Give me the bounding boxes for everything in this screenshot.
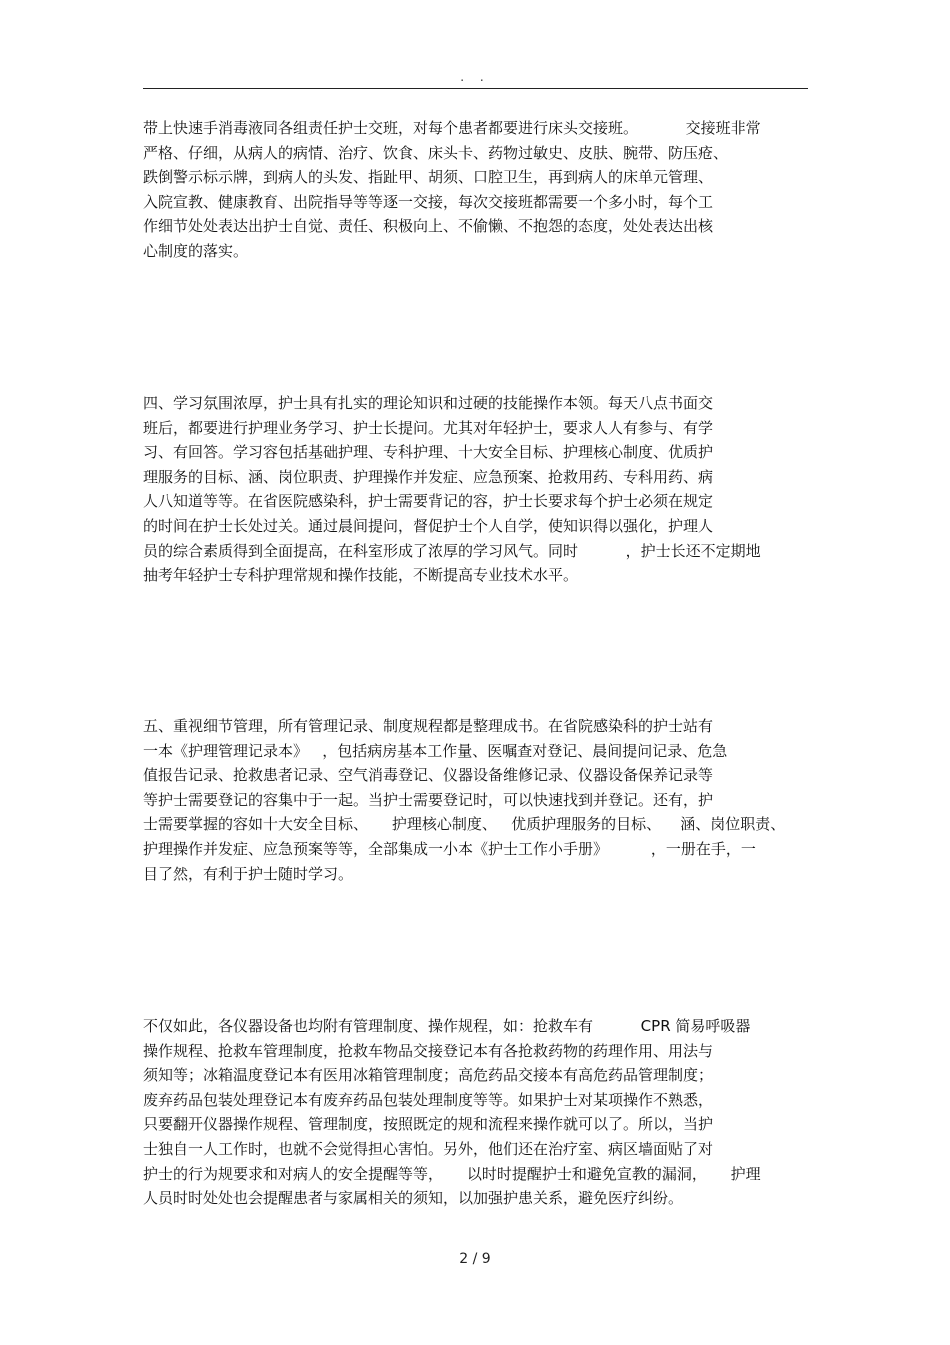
text-line: 士独自一人工作时，也就不会觉得担心害怕。另外，他们还在治疗室、病区墙面贴了对 <box>143 1139 714 1158</box>
text-line: 护士的行为规要求和对病人的安全提醒等等， 以时时提醒护士和避免宣教的漏洞， 护理 <box>143 1164 761 1183</box>
paragraph-learning <box>143 391 813 588</box>
text-line: 入院宣教、健康教育、出院指导等等逐一交接，每次交接班都需要一个多小时，每个工 <box>143 192 714 211</box>
text-line: 理服务的目标、涵、岗位职责、护理操作并发症、应急预案、抢救用药、专科用药、病 <box>143 467 714 486</box>
text-line: 废弃药品包装处理登记本有废弃药品包装处理制度等等。如果护士对某项操作不熟悉， <box>143 1090 714 1109</box>
text-line: 的时间在护士长处过关。通过晨间提问，督促护士个人自学，使知识得以强化，护理人 <box>143 516 714 535</box>
text-line: 人员时时处处也会提醒患者与家属相关的须知，以加强护患关系，避免医疗纠纷。 <box>143 1189 684 1208</box>
text-line: 只要翻开仪器操作规程、管理制度，按照既定的规和流程来操作就可以了。所以，当护 <box>143 1115 714 1134</box>
text-line: 等护士需要登记的容集中于一起。当护士需要登记时，可以快速找到并登记。还有，护 <box>143 790 714 809</box>
text-line: 目了然，有利于护士随时学习。 <box>143 864 354 883</box>
text-line: 人八知道等等。在省医院感染科，护士需要背记的容，护士长要求每个护士必须在规定 <box>143 492 714 511</box>
text-line: 抽考年轻护士专科护理常规和操作技能，不断提高专业技术水平。 <box>143 566 579 585</box>
text-line: 须知等；冰箱温度登记本有医用冰箱管理制度；高危药品交接本有高危药品管理制度； <box>143 1066 714 1085</box>
text-line: 带上快速手消毒液同各组责任护士交班，对每个患者都要进行床头交接班。 交接班非常 <box>143 119 761 137</box>
text-line: 四、学习氛围浓厚，护士具有扎实的理论知识和过硬的技能操作本领。每天八点书面交 <box>143 394 714 412</box>
text-line: 作细节处处表达出护士自觉、责任、积极向上、不偷懒、不抱怨的态度，处处表达出核 <box>143 217 714 236</box>
header-rule <box>143 88 808 89</box>
text-line: 跌倒警示标示牌，到病人的头发、指趾甲、胡须、口腔卫生，再到病人的床单元管理、 <box>143 168 714 187</box>
text-line: 士需要掌握的容如十大安全目标、 护理核心制度、 优质护理服务的目标、 涵、岗位职责、 <box>143 815 786 834</box>
text-line: 护理操作并发症、应急预案等等，全部集成一小本《护士工作小手册》 ，一册在手，一 <box>143 839 756 858</box>
text-line: 一本《护理管理记录本》 ，包括病房基本工作量、医嘱查对登记、晨间提问记录、危急 <box>143 741 728 760</box>
paragraph-equipment <box>143 1014 813 1211</box>
text-line: 员的综合素质得到全面提高，在科室形成了浓厚的学习风气。同时 ，护士长还不定期地 <box>143 541 761 560</box>
text-line: 习、有回答。学习容包括基础护理、专科护理、十大安全目标、护理核心制度、优质护 <box>143 443 714 462</box>
page-indicator: 2 / 9 <box>459 1251 491 1267</box>
header-dots: . . <box>460 70 490 84</box>
text-line: 不仅如此，各仪器设备也均附有管理制度、操作规程，如：抢救车有 CPR 简易呼吸器 <box>143 1017 751 1035</box>
text-line: 严格、仔细，从病人的病情、治疗、饮食、床头卡、药物过敏史、皮肤、腕带、防压疮、 <box>143 143 729 162</box>
text-line: 心制度的落实。 <box>143 241 249 260</box>
text-line: 操作规程、抢救车管理制度，抢救车物品交接登记本有各抢救药物的药理作用、用法与 <box>143 1041 714 1060</box>
text-line: 班后，都要进行护理业务学习、护士长提问。尤其对年轻护士，要求人人有参与、有学 <box>143 418 714 437</box>
text-line: 五、重视细节管理，所有管理记录、制度规程都是整理成书。在省院感染科的护士站有 <box>143 717 714 735</box>
paragraph-handover <box>143 116 813 264</box>
paragraph-detail-management <box>143 714 813 886</box>
text-line: 值报告记录、抢救患者记录、空气消毒登记、仪器设备维修记录、仪器设备保养记录等 <box>143 766 714 785</box>
